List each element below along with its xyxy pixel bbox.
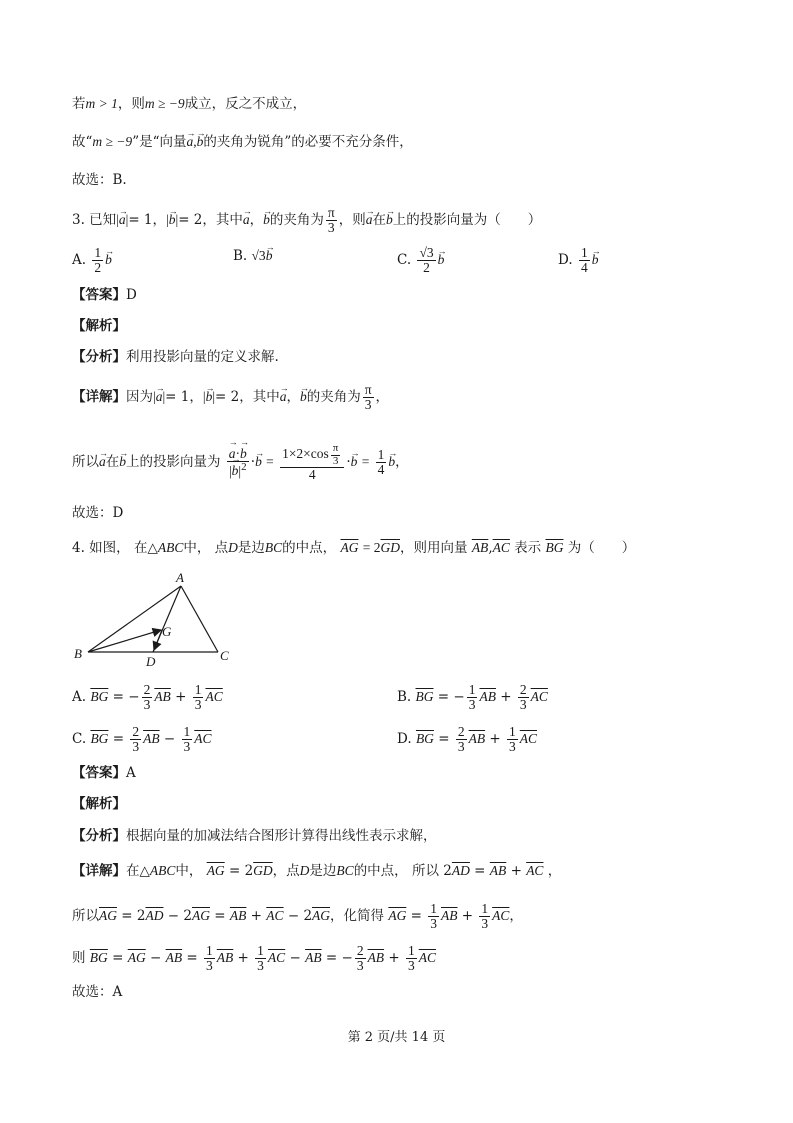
option-b: B. √3→ b <box>233 246 272 266</box>
analysis-heading-4: 【解析】 <box>72 796 126 812</box>
page-footer: 第 2 页/共 14 页 <box>347 1030 446 1045</box>
label-b: B <box>74 646 82 661</box>
line-conclusion-2: 故“m ≥ −9”是“向量→ a,→ b的夹角为锐角”的必要不充分条件， <box>72 132 413 152</box>
answer-4: 【答案】A <box>72 765 136 781</box>
label-g: G <box>162 624 172 639</box>
label-c: C <box>220 648 229 663</box>
detail-4: 【详解】在△ABC中， $\overline{AG} = 2\overline{GD}$，点D是边BC的中点， 所以 $2\overline{AD} = \overline{AB} + \overline{AC}$ ， <box>72 863 562 879</box>
label-d: D <box>146 654 156 669</box>
question-3: 3. 已知|→ a|= 1，|→ b|= 2，其中→ a，→ b的夹角为 $\frac{\pi}{3}$ ，则→ a在→ b上的投影向量为（ ） <box>72 206 541 235</box>
side-ac <box>181 586 218 652</box>
option-c: C. $\frac{√3}{2}$ → b <box>397 246 444 275</box>
option-d: D. $\frac{1}{4}$ → b <box>558 246 598 275</box>
choice-3: 故选：D <box>72 505 124 521</box>
vector-gd <box>154 630 162 650</box>
label-a: A <box>176 570 184 585</box>
triangle-figure <box>70 568 240 670</box>
answer-3: 【答案】D <box>72 287 137 303</box>
choice-4: 故选：A <box>72 984 123 1000</box>
detail-3-formula: 所以→ a在→ b上的投影向量为 → $\frac{a\cdot\to b}{|\to b|^2}$ ·→ b = 1×2×cos $\frac{\pi}{3}$ 4 ·→ b = $\frac{1}{4}$ → b， <box>72 443 409 482</box>
vector-bg <box>88 630 161 652</box>
option-4a: A. $\overline{BG}$ = − $\frac{2}{3}$ $\overline{AB}$ + $\frac{1}{3}$ $\overline{AC}$ <box>72 682 223 713</box>
detail-4-step: 所以$\overline{AG} = 2\overline{AD} - 2\overline{AG} = \overline{AB} + \overline{AC} - 2\overline{AG}$，化简得 $\overline{AG}$ = $\frac{1}{3}$ $\overline{AB}$ + $\frac{1}{3}$ $\overline{AC}$， <box>72 901 523 932</box>
answer-choice-prev: 故选：B. <box>72 172 127 188</box>
option-4d: D. $\overline{BG}$ = $\frac{2}{3}$ $\overline{AB}$ + $\frac{1}{3}$ $\overline{AC}$ <box>397 724 538 755</box>
detail-3: 【详解】因为|→ a|= 1，|→ b|= 2，其中→ a，→ b的夹角为 $\frac{\pi}{3}$ ， <box>72 383 389 412</box>
line-conclusion-1: 若m > 1，则m ≥ −9成立，反之不成立， <box>72 96 307 112</box>
analysis-heading-3: 【解析】 <box>72 318 126 334</box>
question-4: 4. 如图， 在△ABC中， 点D是边BC的中点， $\overline{AG} = 2\overline{GD}$，则用向量 $\overline{AB},\overline{AC}$ 表示 $\overline{BG}$ 为（ ） <box>72 540 636 556</box>
option-a: A. $\frac{1}{2}$ → b <box>72 246 112 275</box>
option-4c: C. $\overline{BG}$ = $\frac{2}{3}$ $\overline{AB}$ − $\frac{1}{3}$ $\overline{AC}$ <box>72 724 212 755</box>
analysis-4: 【分析】根据向量的加减法结合图形计算得出线性表示求解， <box>72 828 437 844</box>
analysis-3: 【分析】利用投影向量的定义求解. <box>72 349 279 365</box>
detail-4-result: 则 $\overline{BG} = \overline{AG} - \overline{AB}$ = $\frac{1}{3}$ $\overline{AB}$ + $\frac{1}{3}$ $\overline{AC} - \overline{AB}$ = − $\frac{2}{3}$ $\overline{AB}$ + $\frac{1}{3}$ $\overline{AC}$ <box>72 943 436 974</box>
option-4b: B. $\overline{BG}$ = − $\frac{1}{3}$ $\overline{AB}$ + $\frac{2}{3}$ $\overline{AC}$ <box>397 682 548 713</box>
